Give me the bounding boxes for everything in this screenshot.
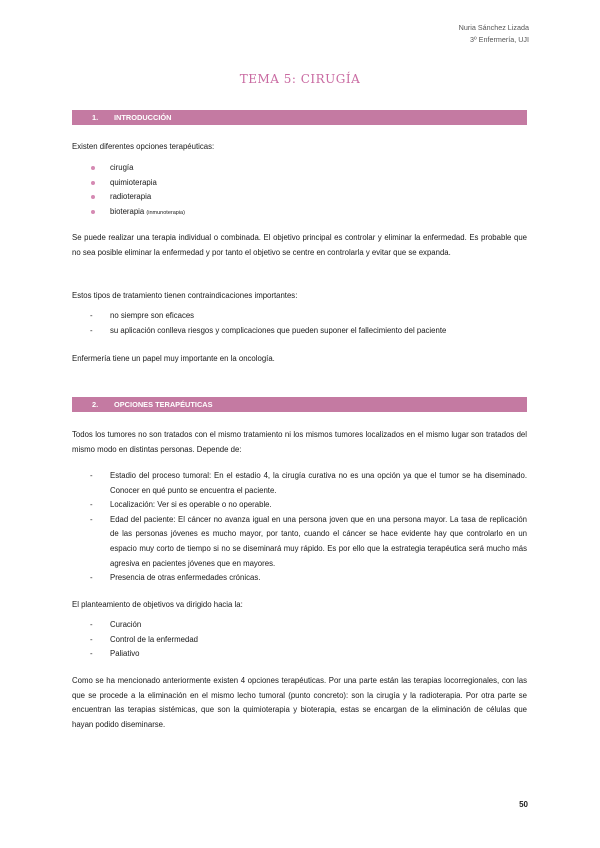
author-name: Nuria Sánchez Lizada xyxy=(458,23,529,32)
list-item: - Estadio del proceso tumoral: En el estadio 4, la cirugía curativa no es una opción ya que el tumor se ha diseminado. Conocer en qué punto se encuentra el paciente. xyxy=(72,469,527,498)
section-title: OPCIONES TERAPÉUTICAS xyxy=(114,400,213,409)
section-heading-introduccion xyxy=(72,110,527,125)
contraindications-list xyxy=(72,309,527,338)
option-note: (inmunoterapia) xyxy=(146,209,185,216)
section-heading-opciones xyxy=(72,397,527,412)
objectives-block xyxy=(72,618,527,662)
options-list-block xyxy=(72,161,527,220)
paragraph: Todos los tumores no son tratados con el mismo tratamiento ni los mismos tumores localizados en el mismo lugar son tratados del mismo modo en distintas personas. Depende de: xyxy=(72,430,527,454)
list-item: - Edad del paciente: El cáncer no avanza igual en una persona joven que en una persona mayor. La tasa de replicación de las personas jóvenes es mucho mayor, por tanto, cuando el cáncer se hace evidente hay que controlarlo en un espacio muy corto de tiempo si no se diseminará muy rápido. Es por ello que la estrategia terapéutica será mucho más agresiva en pacientes jóvenes que en mayores. xyxy=(72,513,527,571)
list-item: radioterapia xyxy=(72,190,527,205)
options-list xyxy=(72,161,527,220)
list-item: cirugía xyxy=(72,161,527,176)
options-intro: Existen diferentes opciones terapéuticas: xyxy=(72,142,215,151)
paragraph: Se puede realizar una terapia individual o combinada. El objetivo principal es controlar y eliminar la enfermedad. Es probable que no sea posible eliminar la enfermedad y por tanto el objetivo se centre en controlarla y evitar que se expanda. xyxy=(72,233,527,257)
course-info: 3º Enfermería, UJI xyxy=(470,35,529,44)
section-number: 1. xyxy=(92,113,99,122)
page-header xyxy=(459,22,529,46)
paragraph: Como se ha mencionado anteriormente existen 4 opciones terapéuticas. Por una parte están las terapias locorregionales, con las que se procede a la eliminación en el mismo lecho tumoral (punto concreto): son la cirugía y la radioterapia. Por otra parte se encuentran las terapias sistémicas, que son la quimioterapia y bioterapia, estas se encargan de la eliminación de células que hayan podido diseminarse. xyxy=(72,676,527,729)
section-title: INTRODUCCIÓN xyxy=(114,113,172,122)
section-number: 2. xyxy=(92,400,99,409)
contraindications-intro: Estos tipos de tratamiento tienen contraindicaciones importantes: xyxy=(72,291,298,300)
objectives-list xyxy=(72,618,527,662)
depends-block xyxy=(72,469,527,586)
option-label: bioterapia xyxy=(110,206,145,216)
list-item: - no siempre son eficaces xyxy=(72,309,527,324)
list-item: - Curación xyxy=(72,618,527,633)
list-item: quimioterapia xyxy=(72,176,527,191)
contraindications-block xyxy=(72,309,527,338)
list-item xyxy=(72,205,527,221)
objectives-intro: El planteamiento de objetivos va dirigido hacia la: xyxy=(72,600,243,609)
nursing-role: Enfermería tiene un papel muy importante en la oncología. xyxy=(72,354,275,363)
list-item: - Paliativo xyxy=(72,647,527,662)
list-item: - Control de la enfermedad xyxy=(72,633,527,648)
list-item: - Presencia de otras enfermedades crónicas. xyxy=(72,571,527,586)
list-item: - su aplicación conlleva riesgos y complicaciones que pueden suponer el fallecimiento del paciente xyxy=(72,324,527,339)
page-title: TEMA 5: CIRUGÍA xyxy=(239,72,361,86)
depends-list xyxy=(72,469,527,586)
page-number: 50 xyxy=(519,800,528,809)
list-item: - Localización: Ver si es operable o no operable. xyxy=(72,498,527,513)
